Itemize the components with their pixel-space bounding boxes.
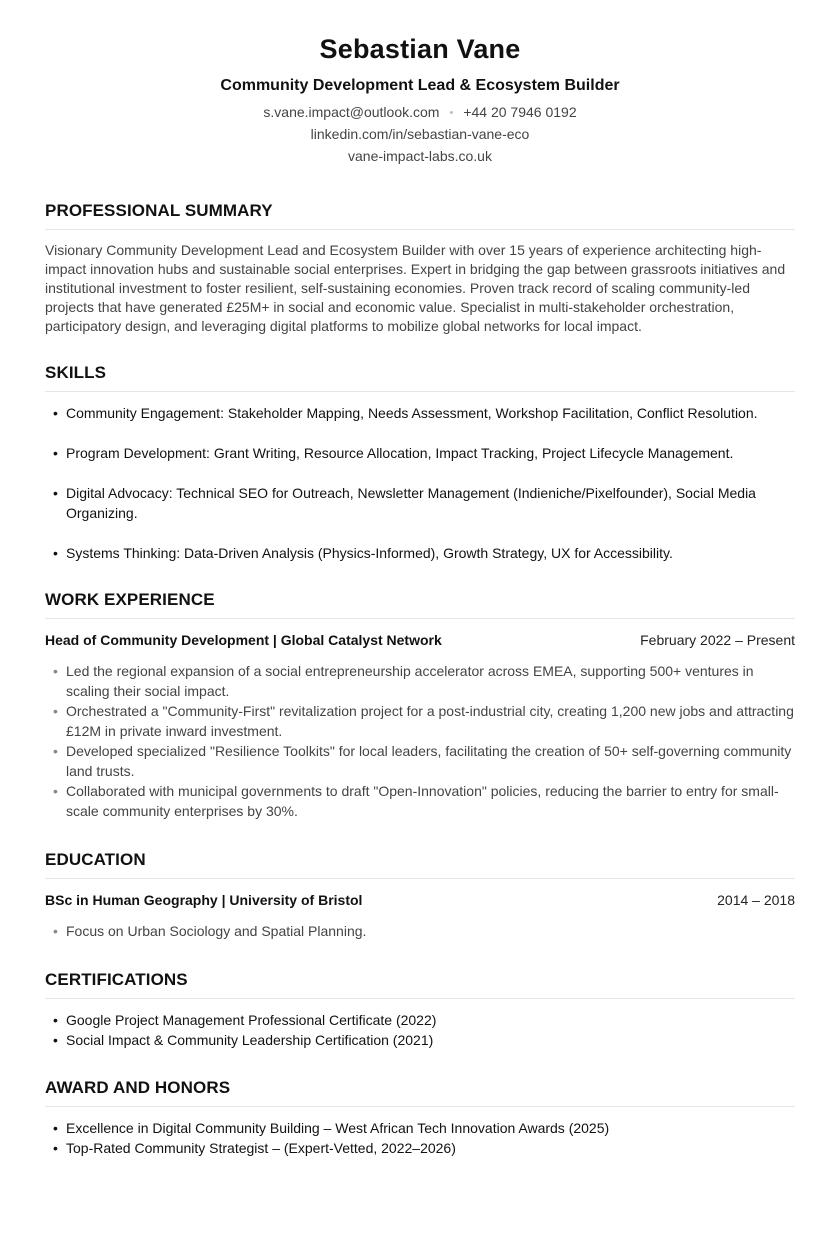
list-item bbox=[45, 701, 795, 741]
awards-section bbox=[45, 1077, 795, 1158]
section-divider bbox=[45, 229, 795, 230]
list-item bbox=[45, 1030, 795, 1050]
section-divider bbox=[45, 618, 795, 619]
list-item bbox=[45, 1010, 795, 1030]
section-heading: CERTIFICATIONS bbox=[45, 970, 188, 989]
section-divider bbox=[45, 391, 795, 392]
list-item bbox=[45, 741, 795, 781]
bullet: • bbox=[53, 783, 58, 799]
summary-section bbox=[45, 200, 795, 336]
education-section bbox=[45, 849, 795, 941]
bullet: • bbox=[53, 445, 58, 461]
job-date: February 2022 – Present bbox=[640, 632, 795, 648]
separator-dot: • bbox=[449, 107, 454, 119]
list-item bbox=[45, 543, 795, 563]
list-item bbox=[45, 403, 795, 423]
section-heading: AWARD AND HONORS bbox=[45, 1078, 231, 1097]
candidate-title: Community Development Lead & Ecosystem Builder bbox=[220, 77, 620, 94]
bullet: • bbox=[53, 743, 58, 759]
section-divider bbox=[45, 998, 795, 999]
certifications-list bbox=[45, 1010, 795, 1050]
list-item bbox=[45, 1118, 795, 1138]
section-heading: WORK EXPERIENCE bbox=[45, 590, 215, 609]
job-bullet-text: Led the regional expansion of a social entrepreneurship accelerator across EMEA, supporting 500+ ventures in scaling their social impact. bbox=[66, 663, 754, 699]
bullet: • bbox=[53, 545, 58, 561]
list-item bbox=[45, 483, 795, 523]
experience-section bbox=[45, 589, 795, 821]
section-divider bbox=[45, 878, 795, 879]
job-title: Head of Community Development | Global Catalyst Network bbox=[45, 632, 442, 648]
bullet: • bbox=[53, 663, 58, 679]
resume-header bbox=[45, 0, 795, 167]
education-bullet-text: Focus on Urban Sociology and Spatial Planning. bbox=[66, 923, 367, 939]
job-bullets bbox=[45, 661, 795, 821]
candidate-name: Sebastian Vane bbox=[319, 34, 521, 64]
email-link[interactable]: s.vane.impact@outlook.com bbox=[263, 104, 440, 120]
education-header bbox=[45, 890, 795, 910]
linkedin-link[interactable]: linkedin.com/in/sebastian-vane-eco bbox=[310, 126, 530, 142]
skill-text: Digital Advocacy: Technical SEO for Outreach, Newsletter Management (Indieniche/Pixelfounder), Social Media Organizing. bbox=[66, 485, 756, 521]
award-text: Excellence in Digital Community Building – West African Tech Innovation Awards (2025) bbox=[66, 1120, 610, 1136]
award-text: Top-Rated Community Strategist – (Expert-Vetted, 2022–2026) bbox=[66, 1140, 456, 1156]
skills-list bbox=[45, 403, 795, 563]
summary-text: Visionary Community Development Lead and Ecosystem Builder with over 15 years of experience architecting high-impact innovation hubs and sustainable social enterprises. Expert in bridging the gap between grassroots initiatives and institutional investment to foster resilient, self-sustaining economies. Proven track record of scaling community-led projects that have generated £25M+ in social and economic value. Specialist in multi-stakeholder orchestration, participatory design, and leveraging digital platforms to mobilize global networks for local impact. bbox=[45, 242, 786, 334]
contact-line bbox=[45, 102, 795, 124]
bullet: • bbox=[53, 1032, 58, 1048]
education-bullets bbox=[45, 921, 795, 941]
skills-section bbox=[45, 362, 795, 563]
certifications-section bbox=[45, 969, 795, 1050]
job-bullet-text: Developed specialized "Resilience Toolkits" for local leaders, facilitating the creation of 50+ self-governing community land trusts. bbox=[66, 743, 792, 779]
phone-number: +44 20 7946 0192 bbox=[463, 104, 577, 120]
job-bullet-text: Orchestrated a "Community-First" revitalization project for a post-industrial city, creating 1,200 new jobs and attracting £12M in private inward investment. bbox=[66, 703, 794, 739]
job-bullet-text: Collaborated with municipal governments to draft "Open-Innovation" policies, reducing the barrier to entry for small-scale community enterprises by 30%. bbox=[66, 783, 779, 819]
job-header bbox=[45, 630, 795, 650]
skill-text: Program Development: Grant Writing, Resource Allocation, Impact Tracking, Project Lifecycle Management. bbox=[66, 445, 734, 461]
education-date: 2014 – 2018 bbox=[717, 892, 795, 908]
skill-text: Community Engagement: Stakeholder Mapping, Needs Assessment, Workshop Facilitation, Conflict Resolution. bbox=[66, 405, 758, 421]
bullet: • bbox=[53, 923, 58, 939]
section-heading: PROFESSIONAL SUMMARY bbox=[45, 201, 273, 220]
bullet: • bbox=[53, 405, 58, 421]
website-link[interactable]: vane-impact-labs.co.uk bbox=[348, 148, 492, 164]
list-item bbox=[45, 443, 795, 463]
list-item bbox=[45, 781, 795, 821]
bullet: • bbox=[53, 485, 58, 501]
skill-text: Systems Thinking: Data-Driven Analysis (Physics-Informed), Growth Strategy, UX for Accessibility. bbox=[66, 545, 673, 561]
bullet: • bbox=[53, 703, 58, 719]
list-item bbox=[45, 921, 795, 941]
section-heading: SKILLS bbox=[45, 363, 107, 382]
bullet: • bbox=[53, 1012, 58, 1028]
list-item bbox=[45, 661, 795, 701]
section-divider bbox=[45, 1106, 795, 1107]
certification-text: Google Project Management Professional Certificate (2022) bbox=[66, 1012, 437, 1028]
awards-list bbox=[45, 1118, 795, 1158]
bullet: • bbox=[53, 1140, 58, 1156]
degree-title: BSc in Human Geography | University of Bristol bbox=[45, 892, 363, 908]
bullet: • bbox=[53, 1120, 58, 1136]
section-heading: EDUCATION bbox=[45, 850, 146, 869]
list-item bbox=[45, 1138, 795, 1158]
certification-text: Social Impact & Community Leadership Certification (2021) bbox=[66, 1032, 434, 1048]
